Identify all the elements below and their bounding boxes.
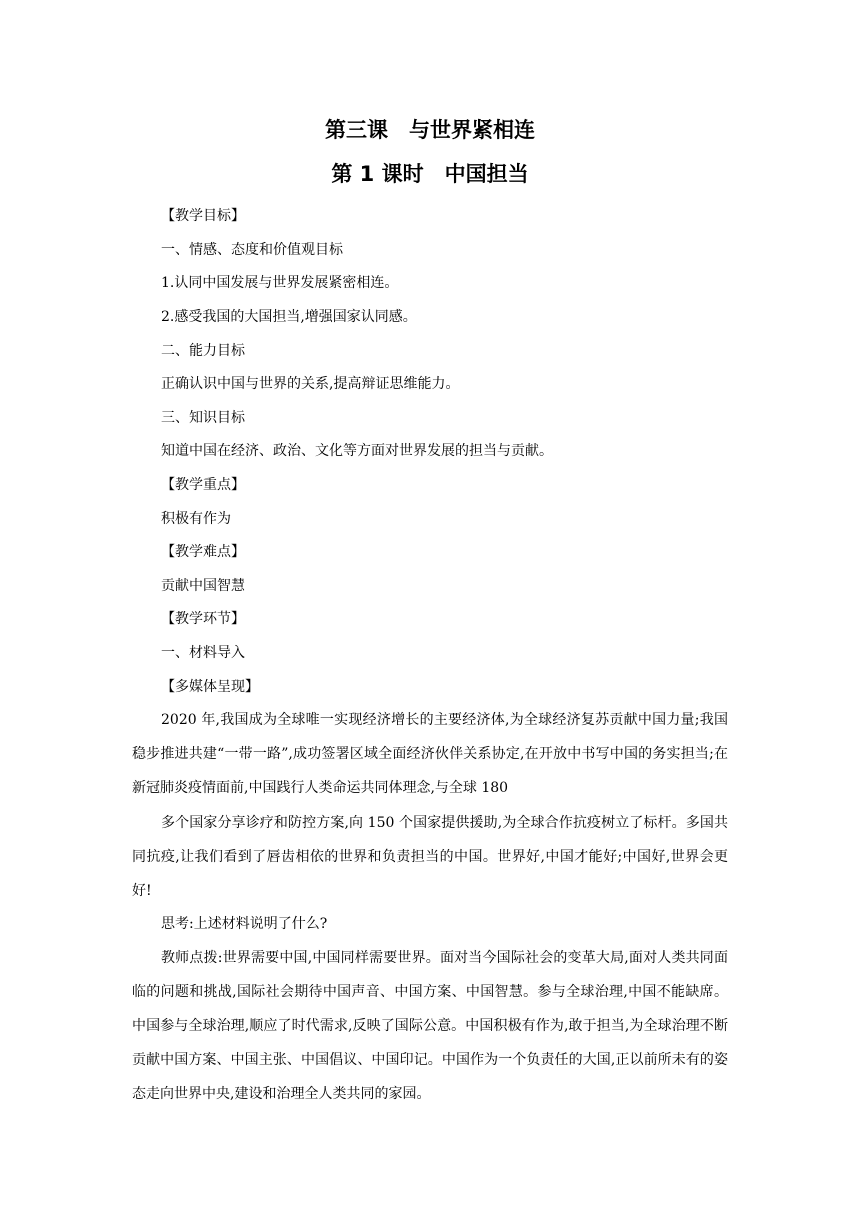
lesson-subtitle: 第 1 课时 中国担当 xyxy=(331,162,529,186)
material-paragraph-2: 多个国家分享诊疗和防控方案,向 150 个国家提供援助,为全球合作抗疫树立了标杆。多国共同抗疫,让我们看到了唇齿相依的世界和负责担当的中国。世界好,中国才能好;中国好,世界会更好! xyxy=(132,815,728,899)
heading-multimedia: 【多媒体呈现】 xyxy=(161,679,259,695)
objective-item-2: 2.感受我国的大国担当,增强国家认同感。 xyxy=(161,309,417,325)
objective-section-emotion: 一、情感、态度和价值观目标 xyxy=(161,242,343,258)
key-point-text: 积极有作为 xyxy=(161,511,231,527)
heading-difficult-points: 【教学难点】 xyxy=(161,544,245,560)
ability-objective-text: 正确认识中国与世界的关系,提高辩证思维能力。 xyxy=(161,376,460,392)
heading-key-points: 【教学重点】 xyxy=(161,477,245,493)
knowledge-objective-text: 知道中国在经济、政治、文化等方面对世界发展的担当与贡献。 xyxy=(161,443,553,459)
process-step-intro: 一、材料导入 xyxy=(161,645,245,661)
heading-teaching-process: 【教学环节】 xyxy=(161,611,245,627)
objective-section-ability: 二、能力目标 xyxy=(161,343,245,359)
objective-section-knowledge: 三、知识目标 xyxy=(161,410,245,426)
objective-item-1: 1.认同中国发展与世界发展紧密相连。 xyxy=(161,275,399,291)
teacher-guidance-paragraph: 教师点拨:世界需要中国,中国同样需要世界。面对当今国际社会的变革大局,面对人类共同面临的问题和挑战,国际社会期待中国声音、中国方案、中国智慧。参与全球治理,中国不能缺席。中国参与全球治理,顺应了时代需求,反映了国际公意。中国积极有作为,敢于担当,为全球治理不断贡献中国方案、中国主张、中国倡议、中国印记。中国作为一个负责任的大国,正以前所未有的姿态走向世界中央,建设和治理全人类共同的家园。 xyxy=(132,950,728,1102)
thinking-question: 思考:上述材料说明了什么? xyxy=(161,916,328,932)
material-paragraph-1: 2020 年,我国成为全球唯一实现经济增长的主要经济体,为全球经济复苏贡献中国力量;我国稳步推进共建“一带一路”,成功签署区域全面经济伙伴关系协定,在开放中书写中国的务实担当;在新冠肺炎疫情面前,中国践行人类命运共同体理念,与全球 180 xyxy=(132,712,728,796)
difficult-point-text: 贡献中国智慧 xyxy=(161,578,245,594)
heading-teaching-objectives: 【教学目标】 xyxy=(161,208,245,224)
lesson-title: 第三课 与世界紧相连 xyxy=(325,118,535,142)
